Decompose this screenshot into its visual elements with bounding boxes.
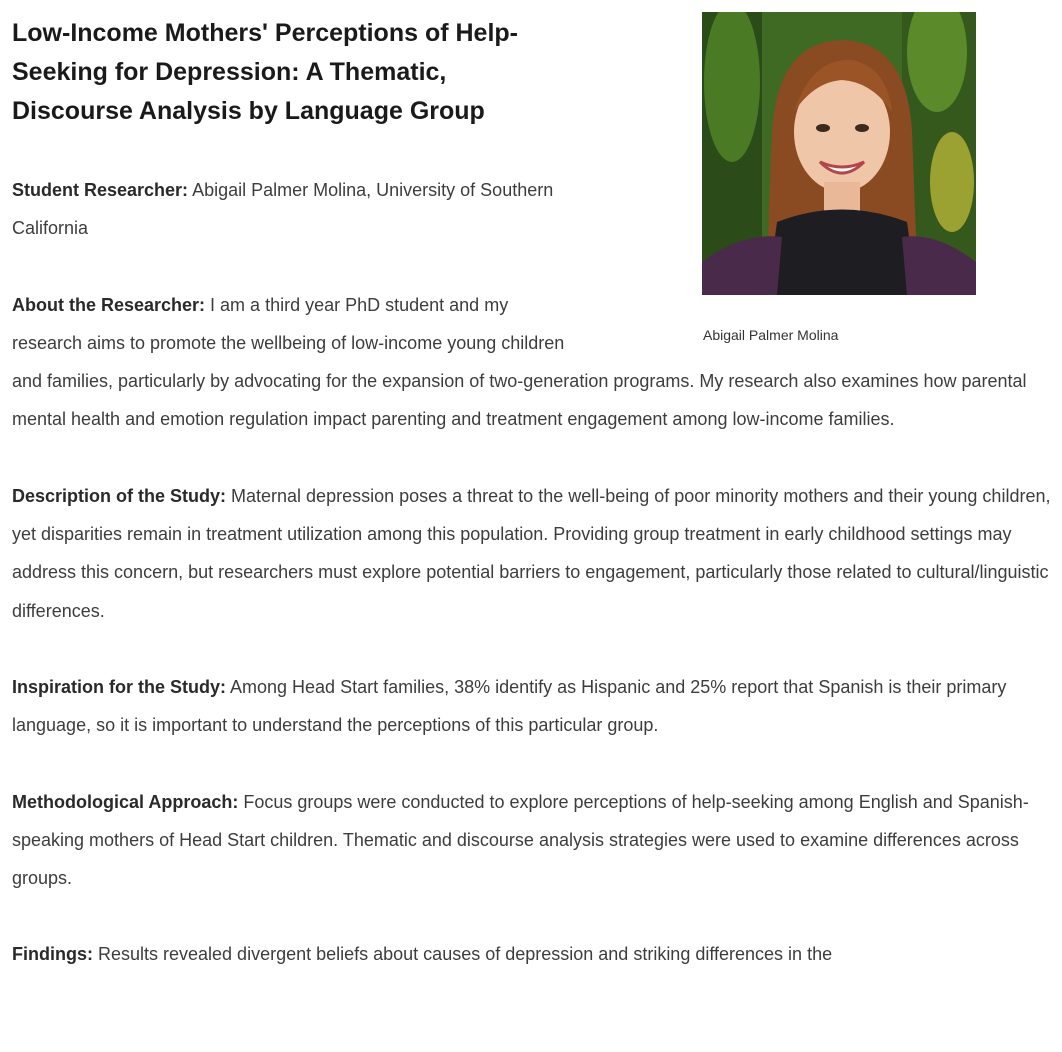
inspiration-paragraph: [12, 668, 1052, 745]
researcher-photo: [702, 12, 976, 295]
student-researcher-label: Student Researcher:: [12, 180, 189, 200]
portrait-image: [702, 12, 976, 295]
about-researcher-label: About the Researcher:: [12, 294, 206, 315]
findings-label: Findings:: [12, 944, 93, 965]
researcher-photo-block: [702, 12, 1002, 343]
student-researcher-paragraph: [12, 171, 582, 248]
description-text: Maternal depression poses a threat to the well-being of poor minority mothers and their young children, yet disparities remain in treatment utilization among this population. Providing group treatment in early childhood settings may address this concern, but researchers must explore potential barriers to engagement, particularly those related to cultural/linguistic differences.: [12, 485, 1051, 621]
method-label: Methodological Approach:: [12, 791, 239, 812]
description-paragraph: [12, 477, 1052, 630]
description-label: Description of the Study:: [12, 485, 227, 506]
findings-text: Results revealed divergent beliefs about causes of depression and striking differences in the: [92, 944, 833, 965]
article: [12, 14, 1052, 974]
article-title: Low-Income Mothers' Perceptions of Help-Seeking for Depression: A Thematic, Discourse Analysis by Language Group: [12, 19, 518, 125]
method-paragraph: [12, 783, 1052, 898]
method-text: Focus groups were conducted to explore perceptions of help-seeking among English and Spanish-speaking mothers of Head Start children. Thematic and discourse analysis strategies were used to examine differences across groups.: [12, 791, 1029, 889]
student-researcher-text: Abigail Palmer Molina, University of Southern California: [12, 180, 554, 239]
photo-caption: Abigail Palmer Molina: [703, 327, 839, 343]
about-researcher-text: I am a third year PhD student and my research aims to promote the wellbeing of low-income young children and families, particularly by advocating for the expansion of two-generation programs. My research also examines how parental mental health and emotion regulation impact parenting and treatment engagement among low-income families.: [12, 294, 1027, 430]
findings-paragraph: [12, 935, 1052, 973]
inspiration-text: Among Head Start families, 38% identify as Hispanic and 25% report that Spanish is their primary language, so it is important to understand the perceptions of this particular group.: [12, 676, 1007, 736]
inspiration-label: Inspiration for the Study:: [12, 676, 226, 697]
